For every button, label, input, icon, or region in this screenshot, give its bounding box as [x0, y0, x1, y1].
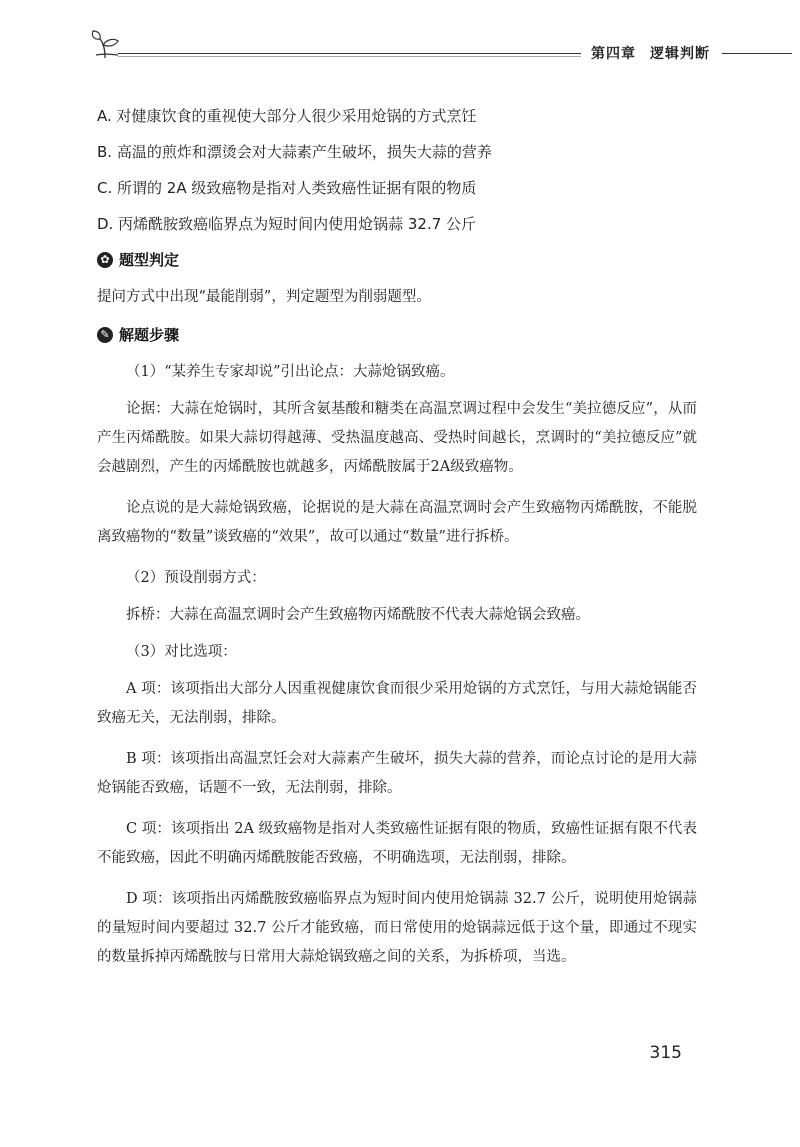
- option-c-analysis: C 项：该项指出 2A 级致癌物是指对人类致癌性证据有限的物质，致癌性证据有限不代表不能致癌，因此不明确丙烯酰胺能否致癌，不明确选项，无法削弱，排除。: [97, 821, 697, 866]
- analysis-paragraph: 论点说的是大蒜炝锅致癌，论据说的是大蒜在高温烹调时会产生致癌物丙烯酰胺，不能脱离致癌物的“数量”谈致癌的“效果”，故可以通过“数量”进行拆桥。: [97, 500, 697, 545]
- option-a: A. 对健康饮食的重视使大部分人很少采用炝锅的方式烹饪: [97, 107, 477, 125]
- step-1: （1）“某养生专家却说”引出论点：大蒜炝锅致癌。: [126, 364, 455, 380]
- section-title: 题型判定: [119, 251, 180, 269]
- chapter-number: 第四章: [591, 46, 636, 62]
- option-b-analysis: B 项：该项指出高温烹饪会对大蒜素产生破坏，损失大蒜的营养，而论点讨论的是用大蒜炝锅能否致癌，话题不一致，无法削弱，排除。: [97, 751, 697, 796]
- option-d-analysis: D 项：该项指出丙烯酰胺致癌临界点为短时间内使用炝锅蒜 32.7 公斤，说明使用炝锅蒜的量短时间内要超过 32.7 公斤才能致癌，而日常使用的炝锅蒜远低于这个量，即通过不现实的数量拆掉丙烯酰胺与日常用大蒜炝锅致癌之间的关系，为拆桥项，当选。: [97, 891, 697, 965]
- header-rule: [118, 53, 642, 54]
- type-judgement-text: 提问方式中出现“最能削弱”，判定题型为削弱题型。: [97, 289, 431, 305]
- page-content: [97, 105, 697, 984]
- bridge-paragraph: 拆桥：大蒜在高温烹调时会产生致癌物丙烯酰胺不代表大蒜炝锅会致癌。: [126, 607, 590, 623]
- steps-badge-icon: ✎: [97, 327, 113, 343]
- option-b: B. 高温的煎炸和漂烫会对大蒜素产生破坏，损失大蒜的营养: [97, 143, 492, 161]
- evidence-paragraph: 论据：大蒜在炝锅时，其所含氨基酸和糖类在高温烹调过程中会发生“美拉德反应”，从而产生丙烯酰胺。如果大蒜切得越薄、受热温度越高、受热时间越长，烹调时的“美拉德反应”就会越剧烈，产生的丙烯酰胺也就越多，丙烯酰胺属于2A级致癌物。: [97, 401, 697, 475]
- sprout-icon: [88, 28, 122, 60]
- option-d: D. 丙烯酰胺致癌临界点为短时间内使用炝锅蒜 32.7 公斤: [97, 215, 477, 233]
- section-heading-steps: [97, 324, 697, 346]
- chapter-name: 逻辑判断: [650, 46, 710, 62]
- page-header: [88, 28, 792, 68]
- option-c: C. 所谓的 2A 级致癌物是指对人类致癌性证据有限的物质: [97, 179, 477, 197]
- option-a-analysis: A 项：该项指出大部分人因重视健康饮食而很少采用炝锅的方式烹饪，与用大蒜炝锅能否致癌无关，无法削弱，排除。: [97, 681, 697, 726]
- type-badge-icon: ✿: [97, 252, 113, 268]
- chapter-title: [581, 43, 720, 63]
- section-title: 解题步骤: [119, 326, 180, 344]
- step-3: （3）对比选项：: [126, 644, 237, 660]
- header-rule-right: [722, 53, 792, 54]
- step-2: （2）预设削弱方式：: [126, 570, 266, 586]
- section-heading-type: [97, 249, 697, 271]
- page-number: 315: [649, 1043, 682, 1063]
